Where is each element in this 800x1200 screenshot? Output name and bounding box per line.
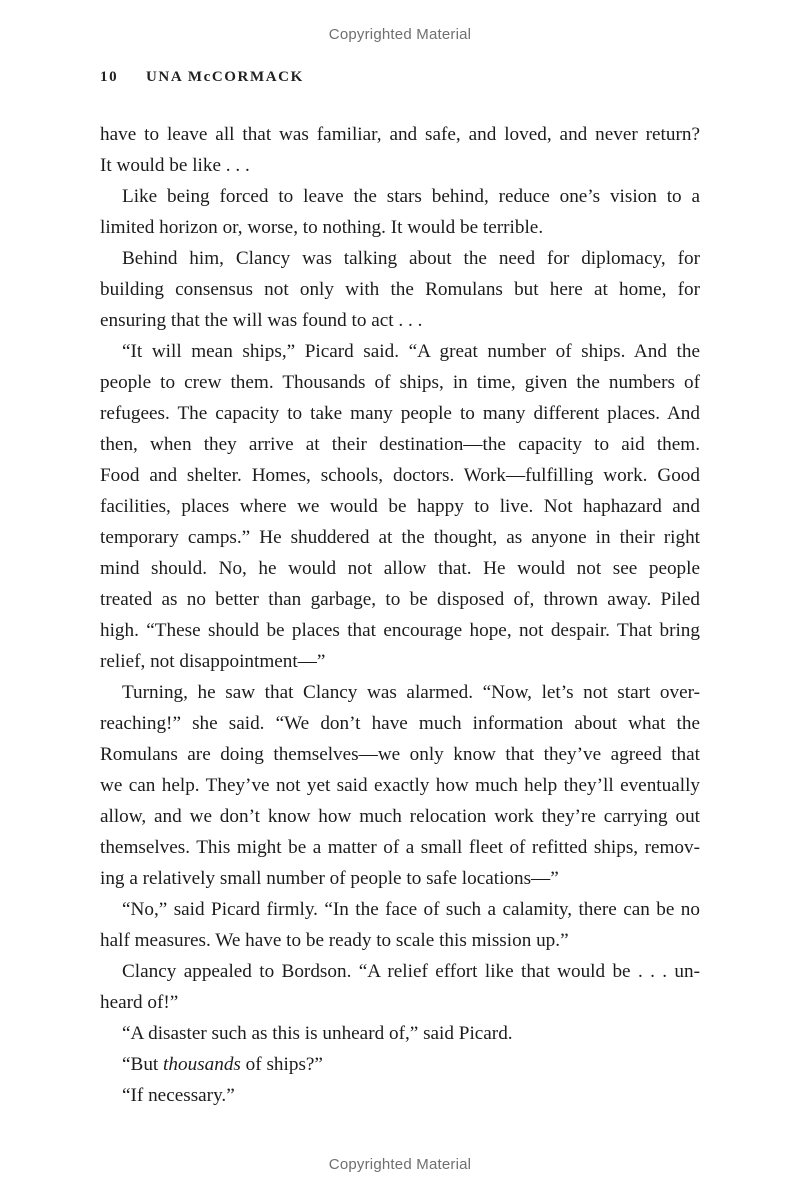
page-number: 10	[100, 69, 119, 85]
text-line: allow, and we don’t know how much relocation work they’re carrying out	[100, 806, 700, 827]
text-line: facilities, places where we would be happy to live. Not haphazard and	[100, 496, 700, 517]
text-line: Like being forced to leave the stars behind, reduce one’s vision to a	[122, 186, 700, 207]
text-line: reaching!” she said. “We don’t have much information about what the	[100, 713, 700, 734]
text-line: Clancy appealed to Bordson. “A relief effort like that would be . . . un-	[122, 961, 700, 982]
text-line: high. “These should be places that encourage hope, not despair. That bring	[100, 620, 700, 641]
text-line: themselves. This might be a matter of a small fleet of refitted ships, remov-	[100, 837, 700, 858]
text-line: limited horizon or, worse, to nothing. It would be terrible.	[100, 217, 544, 238]
text-line: refugees. The capacity to take many people to many different places. And	[100, 403, 700, 424]
text-run: “But	[122, 1054, 164, 1075]
text-line: treated as no better than garbage, to be disposed of, thrown away. Piled	[100, 589, 700, 610]
paragraph	[100, 1080, 700, 1111]
paragraph	[100, 1018, 700, 1049]
emphasis-text: thousands	[163, 1054, 241, 1075]
text-line: have to leave all that was familiar, and safe, and loved, and never return?	[100, 124, 700, 145]
text-line: relief, not disappointment—”	[100, 651, 326, 672]
text-line: then, when they arrive at their destination—the capacity to aid them.	[100, 434, 700, 455]
copyright-watermark-bottom: Copyrighted Material	[328, 1156, 472, 1173]
copyright-watermark-top: Copyrighted Material	[328, 26, 472, 43]
text-line: “No,” said Picard firmly. “In the face of such a calamity, there can be no	[122, 899, 700, 920]
text-line: Turning, he saw that Clancy was alarmed. “Now, let’s not start over-	[122, 682, 700, 703]
text-line: “A disaster such as this is unheard of,” said Picard.	[122, 1023, 513, 1044]
text-line: ensuring that the will was found to act . . .	[100, 310, 423, 331]
text-line: Behind him, Clancy was talking about the need for diplomacy, for	[122, 248, 700, 269]
paragraph	[100, 677, 700, 894]
text-line	[100, 1049, 700, 1080]
text-line: we can help. They’ve not yet said exactly how much help they’ll eventually	[100, 775, 700, 796]
text-line: Food and shelter. Homes, schools, doctors. Work—fulfilling work. Good	[100, 465, 700, 486]
text-line: mind should. No, he would not allow that. He would not see people	[100, 558, 700, 579]
text-line: It would be like . . .	[100, 155, 250, 176]
text-line: heard of!”	[100, 992, 179, 1013]
paragraph	[100, 894, 700, 956]
paragraph	[100, 336, 700, 677]
text-line: temporary camps.” He shuddered at the thought, as anyone in their right	[100, 527, 700, 548]
text-line: building consensus not only with the Romulans but here at home, for	[100, 279, 700, 300]
text-line: people to crew them. Thousands of ships, in time, given the numbers of	[100, 372, 700, 393]
paragraph	[100, 243, 700, 336]
text-run: of ships?”	[240, 1054, 323, 1075]
text-line: ing a relatively small number of people to safe locations—”	[100, 868, 559, 889]
text-line: “It will mean ships,” Picard said. “A great number of ships. And the	[122, 341, 700, 362]
paragraph	[100, 181, 700, 243]
text-line: “If necessary.”	[122, 1085, 235, 1106]
author-name: UNA McCORMACK	[146, 69, 304, 85]
text-line: half measures. We have to be ready to scale this mission up.”	[100, 930, 569, 951]
paragraph	[100, 1049, 700, 1080]
body-text	[100, 119, 700, 1111]
text-line: Romulans are doing themselves—we only know that they’ve agreed that	[100, 744, 700, 765]
paragraph	[100, 956, 700, 1018]
running-head	[100, 69, 304, 86]
paragraph	[100, 119, 700, 181]
